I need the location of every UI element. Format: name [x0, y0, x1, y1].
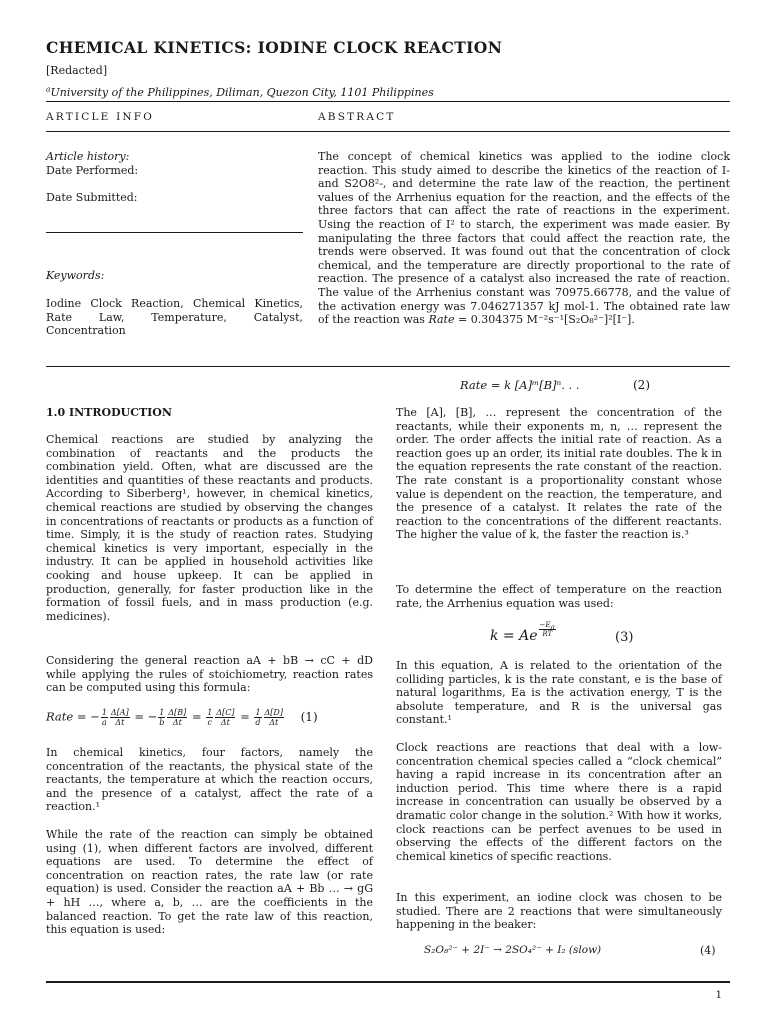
article-history-label: Article history:	[46, 150, 130, 163]
affiliation	[46, 86, 434, 99]
right-paragraph-4: Clock reactions are reactions that deal with a low-concentration chemical species called a “clock chemical” having a rapid increase in its concentration after an induction period. This time where there is a rapid increase in concentration can usually be observed by a dramatic color change in the solution.² With how it works, clock reactions can be perfect avenues to be used in observing the effects of the different factors on the chemical kinetics of specific reactions.	[396, 741, 722, 863]
equation-2-label: (2)	[633, 378, 650, 392]
equation-2: Rate = k [A]ᵐ[B]ⁿ. . .	[460, 378, 580, 392]
info-rule	[46, 131, 730, 132]
right-paragraph-3: In this equation, A is related to the orientation of the colliding particles, k is the rate constant, e is the base of natural logarithms, Ea is the activation energy, T is the absolute temperature, and R is the universal gas constant.¹	[396, 659, 722, 727]
paper-title: CHEMICAL KINETICS: IODINE CLOCK REACTION	[46, 38, 503, 57]
equation-1-label: (1)	[300, 709, 318, 724]
right-paragraph-5: In this experiment, an iodine clock was chosen to be studied. There are 2 reactions that were simultaneously happening in the beaker:	[396, 891, 722, 932]
intro-paragraph-2: Considering the general reaction aA + bB → cC + dD while applying the rules of stoichiometry, reaction rates can be computed using this formula:	[46, 654, 373, 695]
page-number: 1	[715, 990, 722, 1001]
intro-paragraph-1: Chemical reactions are studied by analyzing the combination of reactants and the products the combination yield. Often, what are discussed are the identities and quantities of these reactants and products. According to Siberberg¹, however, in chemical kinetics, chemical reactions are studied by observing the changes in concentrations of reactants or products as a function of time. Simply, it is the study of reaction rates. Studying chemical kinetics is very important, especially in the industry. It can be applied in household activities like cooking and house upkeep. It can be applied in production, generally, for faster production like in the formation of fossil fuels, and in mass production (e.g. medicines).	[46, 433, 373, 623]
intro-paragraph-4: While the rate of the reaction can simply be obtained using (1), when different factors are involved, different equations are used. To determine the effect of concentration on reaction rates, the rate law (or rate equation) is used. Consider the reaction aA + Bb … → gG + hH …, where a, b, … are the coefficients in the balanced reaction. To get the rate law of this reaction, this equation is used:	[46, 828, 373, 937]
article-info-heading: ARTICLE INFO	[46, 111, 155, 123]
rate-law-lhs: Rate	[428, 313, 455, 327]
keywords-list: Iodine Clock Reaction, Chemical Kinetics, Rate Law, Temperature, Catalyst, Concentration	[46, 297, 303, 338]
section-heading-introduction: 1.0 INTRODUCTION	[46, 406, 172, 419]
header-rule	[46, 101, 730, 102]
equation-1: Rate = − $\frac{1}{a}$ $\frac{\Delta[A]}{\Delta t}$ = − $\frac{1}{b}$ $\frac{\Delta[B]}{\Delta t}$ = $\frac{1}{c}$ $\frac{\Delta[C]}{\Delta t}$ = $\frac{1}{d}$ $\frac{\Delta[D]}{\Delta t}$ (1)	[46, 708, 318, 727]
footer-rule	[46, 981, 730, 983]
keywords-label: Keywords:	[46, 269, 105, 282]
equation-3: k = Ae $^{\frac{-E_a}{RT}}$	[490, 621, 555, 645]
right-paragraph-1: The [A], [B], … represent the concentration of the reactants, while their exponents m, n, … represent the order. The order affects the initial rate of reaction. As a reaction goes up an order, its initial rate doubles. The k in the equation represents the rate constant of the reaction. The rate constant is a proportionality constant whose value is dependent on the reaction, the temperature, and the presence of a catalyst. It relates the rate of the reaction to the concentrations of the different reactants. The higher the value of k, the faster the reaction is.³	[396, 406, 722, 542]
affiliation-text: University of the Philippines, Diliman, Quezon City, 1101 Philippines	[50, 86, 434, 99]
date-submitted: Date Submitted:	[46, 191, 138, 204]
abstract-rule	[46, 366, 730, 367]
article-info-divider	[46, 232, 303, 233]
intro-paragraph-3: In chemical kinetics, four factors, namely the concentration of the reactants, the physical state of the reactants, the temperature at which the reaction occurs, and the presence of a catalyst, affect the rate of a reaction.¹	[46, 746, 373, 814]
right-paragraph-2: To determine the effect of temperature on the reaction rate, the Arrhenius equation was used:	[396, 583, 722, 610]
rate-law-rhs: = 0.304375 M⁻²s⁻¹[S₂O₈²⁻]²[I⁻].	[457, 313, 635, 327]
equation-4-label: (4)	[700, 944, 716, 957]
author-line: [Redacted]	[46, 64, 108, 77]
abstract-heading: ABSTRACT	[318, 111, 396, 123]
equation-4: S₂O₈²⁻ + 2I⁻ → 2SO₄²⁻ + I₂ (slow)	[424, 944, 602, 956]
affiliation-mark: a	[46, 84, 51, 94]
abstract-body	[318, 150, 730, 327]
date-performed: Date Performed:	[46, 164, 139, 177]
abstract-text: The concept of chemical kinetics was applied to the iodine clock reaction. This study aimed to describe the kinetics of the reaction of I- and S2O8²-, and determine the rate law of the reaction, the pertinent values of the Arrhenius equation for the reaction, and the effects of the three factors that can affect the rate of reactions in the experiment. Using the reaction of I² to starch, the experiment was made easier. By manipulating the three factors that could affect the reaction rate, the trends were observed. It was found out that the concentration of clock chemical, and the temperature are directly proportional to the rate of reaction. The presence of a catalyst also increased the rate of reaction. The value of the Arrhenius constant was 70975.66778, and the value of the activation energy was 7.046271357 kJ mol-1. The obtained rate law of the reaction was	[318, 150, 730, 327]
equation-3-label: (3)	[615, 630, 634, 645]
